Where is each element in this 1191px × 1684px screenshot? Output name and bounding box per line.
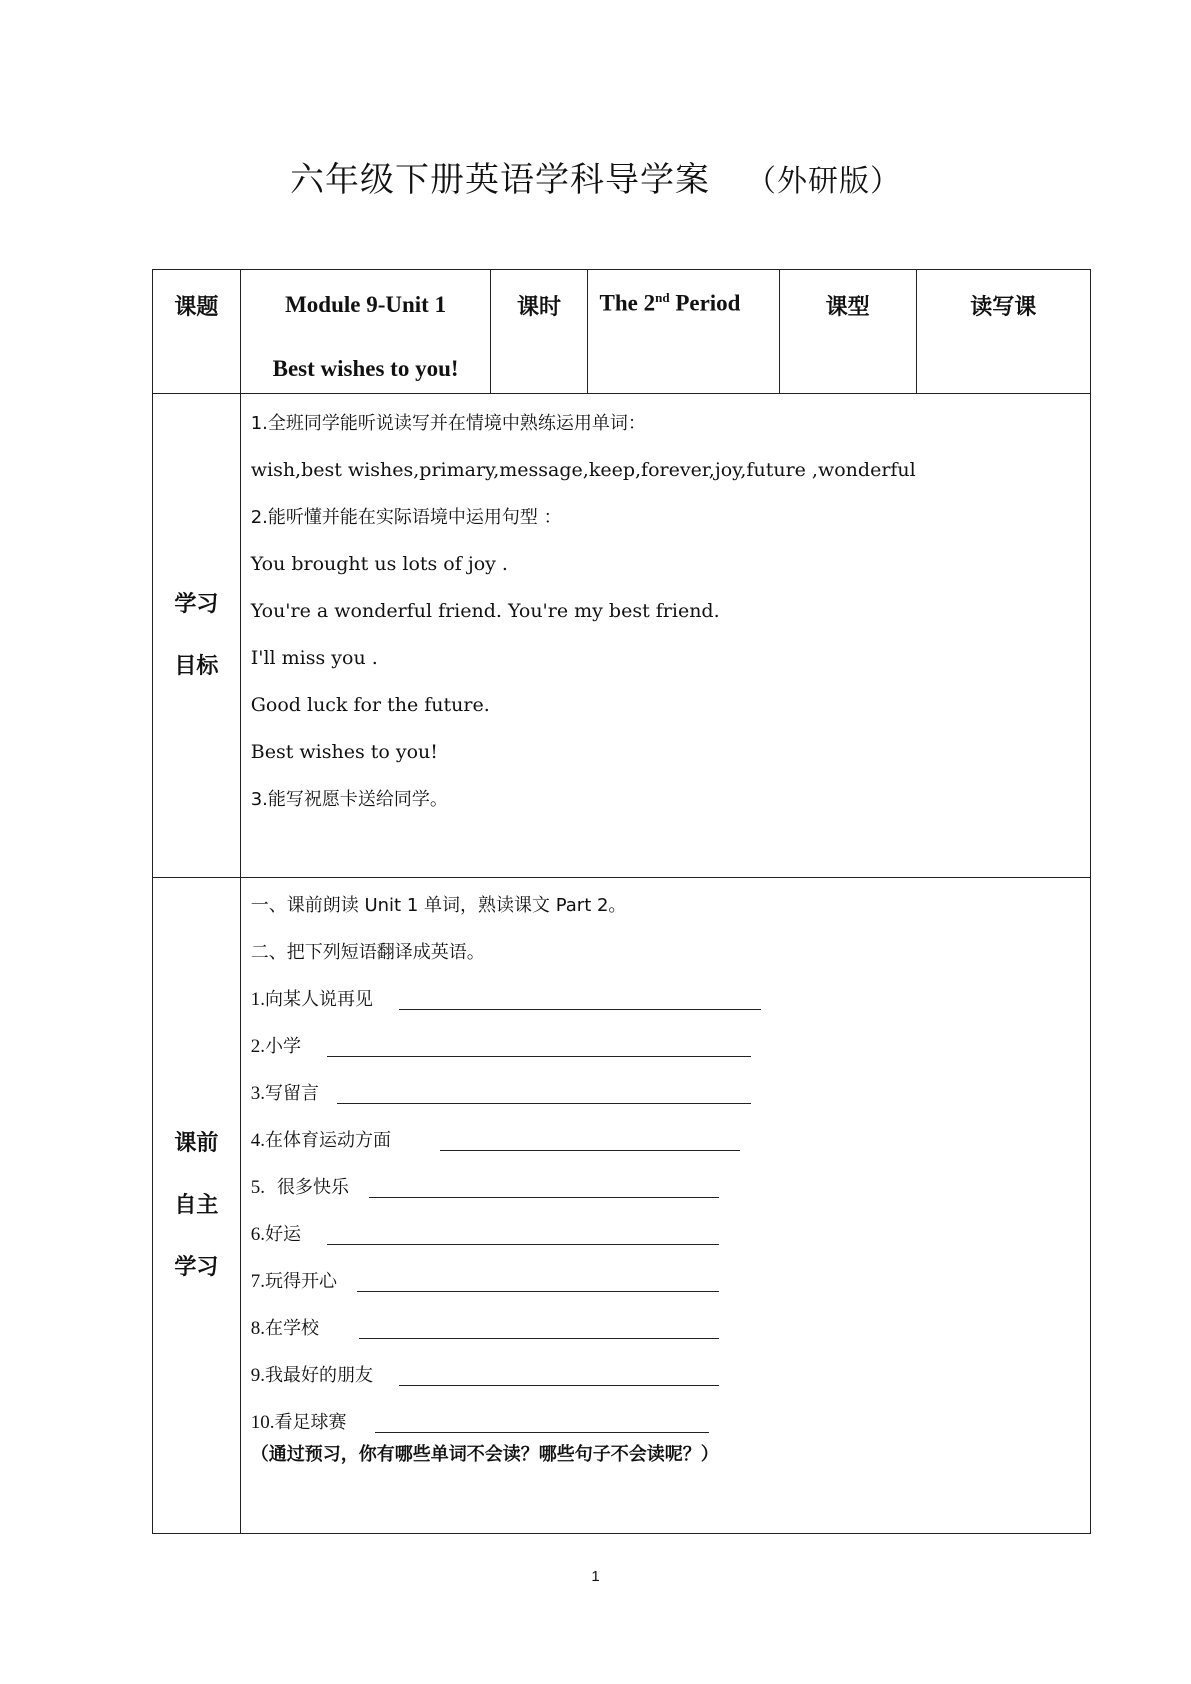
- answer-blank[interactable]: [369, 1197, 719, 1198]
- topic-line-2: Best wishes to you!: [272, 356, 459, 381]
- answer-blank[interactable]: [399, 1009, 761, 1010]
- item-text: 玩得开心: [264, 1271, 337, 1292]
- preview-label-1: 课前: [174, 1130, 219, 1156]
- period-prefix: The 2: [599, 290, 656, 316]
- translation-item: [251, 1305, 1080, 1352]
- preview-label-3: 学习: [174, 1254, 219, 1280]
- translation-item: [251, 1164, 1080, 1211]
- title-main: 六年级下册英语学科导学案: [290, 160, 710, 200]
- period-sup: nd: [655, 290, 670, 305]
- item-number: 10.: [250, 1412, 275, 1433]
- answer-blank[interactable]: [440, 1150, 740, 1151]
- type-value: 读写课: [916, 270, 1090, 394]
- goal-line: Good luck for the future.: [250, 694, 490, 716]
- translation-item: [251, 1070, 1080, 1117]
- page-number: 1: [591, 1568, 600, 1585]
- item-text: 向某人说再见: [264, 989, 373, 1010]
- item-number: 6.: [250, 1224, 265, 1245]
- topic-value: [240, 270, 491, 394]
- item-number: 9.: [250, 1365, 265, 1386]
- goal-line: You brought us lots of joy .: [250, 553, 508, 575]
- item-text: 在体育运动方面: [264, 1130, 391, 1151]
- preview-row: [153, 878, 1091, 1534]
- goal-line: 3.能写祝愿卡送给同学。: [250, 789, 448, 810]
- answer-blank[interactable]: [327, 1244, 719, 1245]
- item-number: 5.: [250, 1177, 265, 1198]
- item-text: 看足球赛: [274, 1412, 347, 1433]
- item-text: 小学: [264, 1036, 301, 1057]
- preview-label-2: 自主: [174, 1192, 219, 1218]
- preview-intro-2: 二、把下列短语翻译成英语。: [250, 942, 485, 963]
- item-text: 很多快乐: [276, 1177, 349, 1198]
- title-edition: （外研版）: [746, 164, 901, 199]
- answer-blank[interactable]: [375, 1432, 709, 1433]
- type-label: 课型: [779, 270, 916, 394]
- answer-blank[interactable]: [337, 1103, 751, 1104]
- item-number: 1.: [250, 989, 265, 1010]
- answer-blank[interactable]: [399, 1385, 719, 1386]
- translation-item: [251, 976, 1080, 1023]
- translation-item: [251, 1117, 1080, 1164]
- preview-question: （通过预习，你有哪些单词不会读？哪些句子不会读呢？）: [250, 1444, 719, 1465]
- answer-blank[interactable]: [359, 1338, 719, 1339]
- preview-label: [153, 878, 241, 1534]
- answer-blank[interactable]: [357, 1291, 719, 1292]
- answer-blank[interactable]: [327, 1056, 751, 1057]
- preview-content: [240, 878, 1090, 1534]
- goal-line: 1.全班同学能听说读写并在情境中熟练运用单词：: [250, 413, 646, 434]
- topic-line-1: Module 9-Unit 1: [285, 292, 447, 317]
- goals-label-2: 目标: [174, 653, 219, 679]
- translation-item: [251, 1211, 1080, 1258]
- header-row: [153, 270, 1091, 394]
- item-number: 2.: [250, 1036, 265, 1057]
- goal-line: You're a wonderful friend. You're my best friend.: [250, 600, 720, 622]
- item-number: 3.: [250, 1083, 265, 1104]
- goals-row: [153, 394, 1091, 878]
- period-value: [587, 270, 779, 394]
- topic-label: 课题: [153, 270, 241, 394]
- goal-line: wish,best wishes,primary,message,keep,forever,joy,future ,wonderful: [250, 459, 916, 481]
- period-suffix: Period: [669, 290, 741, 316]
- item-number: 4.: [250, 1130, 265, 1151]
- item-text: 我最好的朋友: [264, 1365, 373, 1386]
- lesson-plan-table: [152, 269, 1091, 1534]
- goal-line: 2.能听懂并能在实际语境中运用句型 ：: [250, 507, 562, 528]
- goals-label: [153, 394, 241, 878]
- goal-line: Best wishes to you!: [250, 741, 438, 763]
- translation-item: [251, 1352, 1080, 1399]
- goals-label-1: 学习: [174, 591, 219, 617]
- goals-content: [240, 394, 1090, 878]
- translation-item: [251, 1023, 1080, 1070]
- page-title: [0, 152, 1191, 201]
- item-text: 写留言: [264, 1083, 319, 1104]
- item-number: 7.: [250, 1271, 265, 1292]
- translation-item: [251, 1399, 1080, 1446]
- item-text: 在学校: [264, 1318, 319, 1339]
- translation-item: [251, 1258, 1080, 1305]
- item-text: 好运: [264, 1224, 301, 1245]
- item-number: 8.: [250, 1318, 265, 1339]
- period-label: 课时: [491, 270, 587, 394]
- goal-line: I'll miss you .: [250, 647, 378, 669]
- preview-intro-1: 一、课前朗读 Unit 1 单词，熟读课文 Part 2。: [250, 895, 627, 916]
